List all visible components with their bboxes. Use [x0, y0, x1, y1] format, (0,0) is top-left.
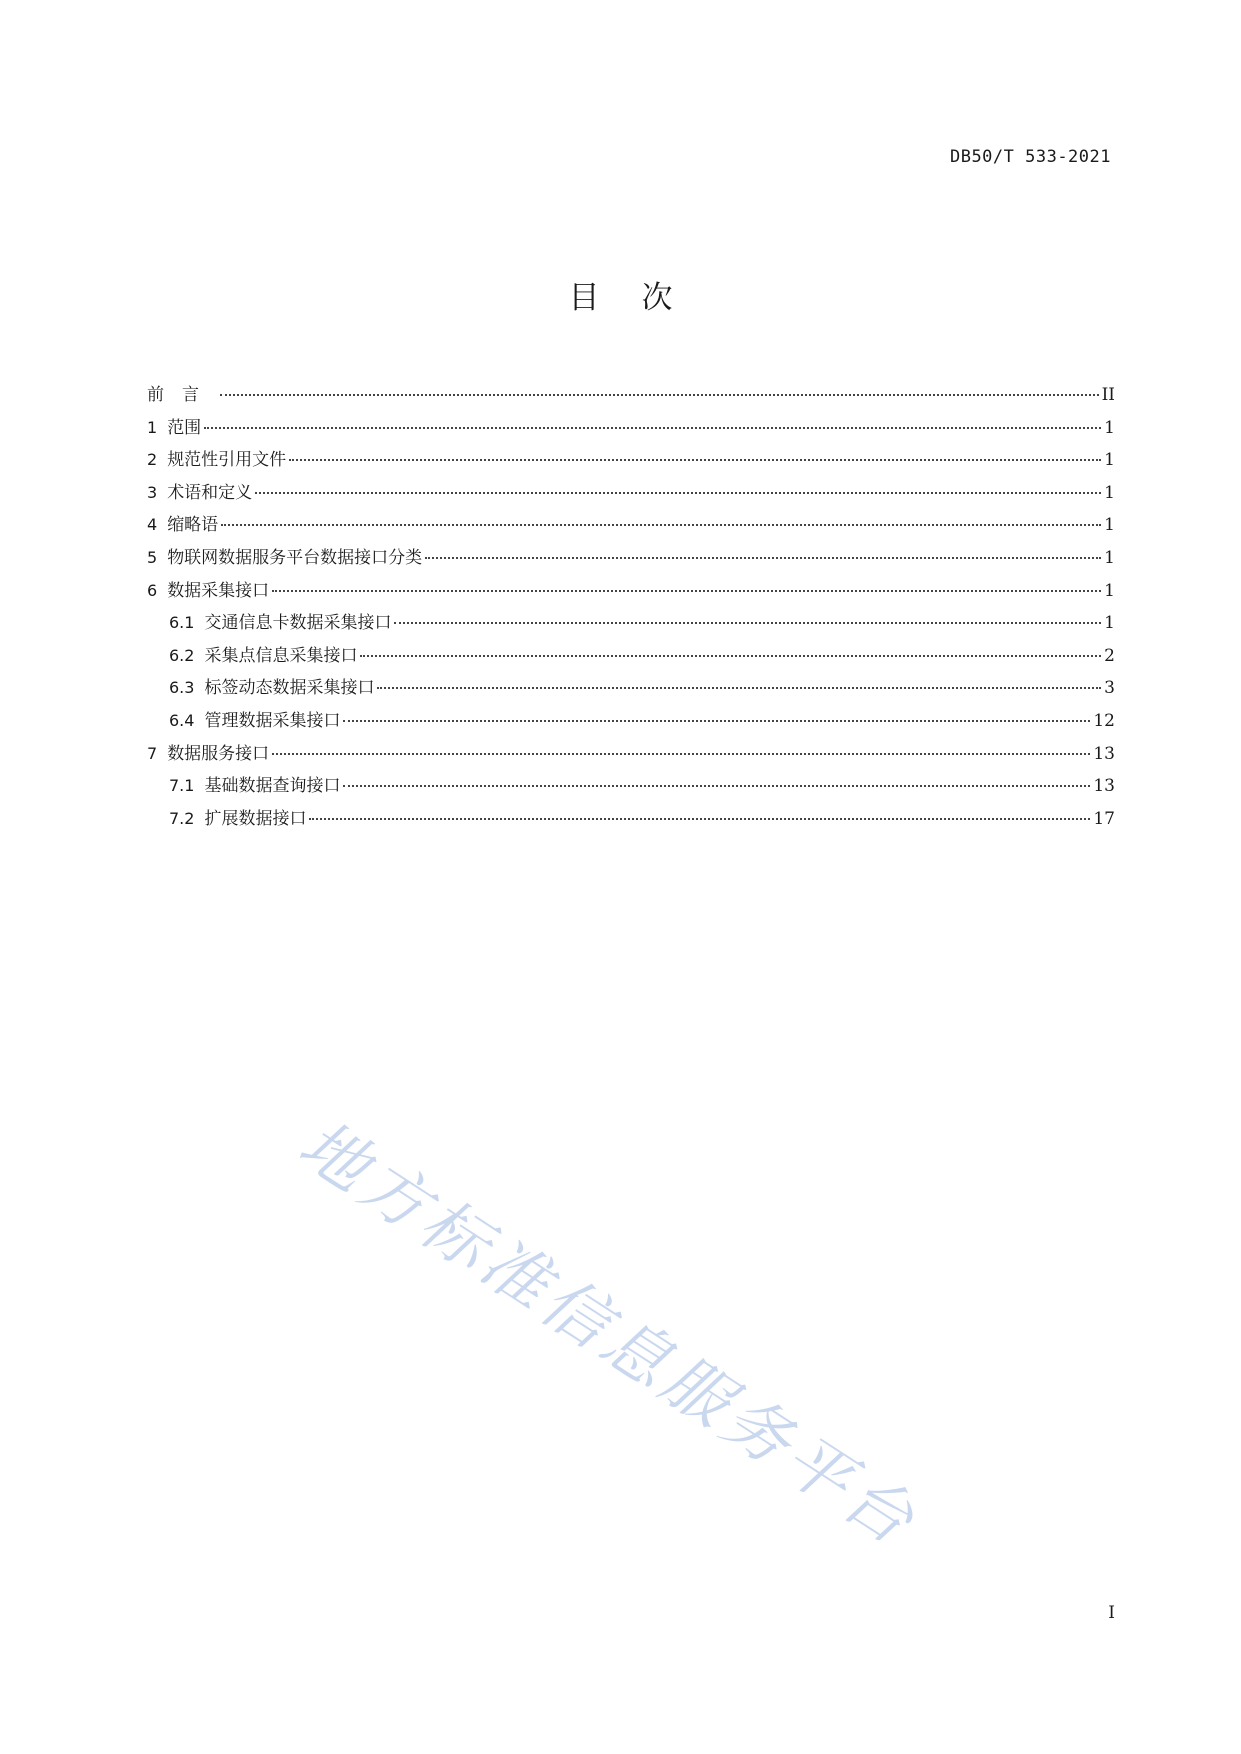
toc-entry[interactable]	[147, 672, 1115, 705]
toc-dot-leader	[272, 752, 1090, 755]
toc-entry-label: 缩略语	[167, 515, 219, 536]
toc-entry[interactable]	[147, 477, 1115, 510]
toc-entry-label: 管理数据采集接口	[204, 710, 341, 731]
page-number: I	[1108, 1603, 1115, 1623]
toc-entry-page: 3	[1104, 678, 1115, 699]
toc-entry-page: 1	[1104, 450, 1115, 471]
toc-entry-page: 1	[1104, 580, 1115, 601]
toc-entry[interactable]	[147, 444, 1115, 477]
toc-entry-page: 1	[1104, 417, 1115, 438]
toc-entry-label: 范围	[167, 417, 202, 438]
toc-dot-leader	[309, 817, 1090, 820]
toc-entry[interactable]	[147, 770, 1115, 803]
toc-entry-page: 13	[1093, 743, 1115, 764]
toc-entry-number: 5	[147, 547, 158, 567]
watermark-text: 地方标准信息服务平台	[285, 1105, 932, 1562]
toc-entry-page: II	[1101, 385, 1115, 405]
toc-entry-page: 13	[1093, 776, 1115, 797]
toc-dot-leader	[425, 556, 1101, 559]
toc-entry-number: 6.3	[169, 678, 195, 698]
toc-entry[interactable]	[147, 379, 1115, 412]
toc-entry[interactable]	[147, 640, 1115, 673]
toc-entry[interactable]	[147, 607, 1115, 640]
toc-dot-leader	[272, 589, 1101, 592]
toc-dot-leader	[255, 491, 1101, 494]
toc-entry-page: 1	[1104, 482, 1115, 503]
toc-entry-label: 前言	[147, 385, 217, 405]
toc-entry-number: 4	[147, 515, 158, 535]
toc-entry-label: 采集点信息采集接口	[204, 645, 358, 666]
toc-entry-label: 术语和定义	[167, 482, 253, 503]
toc-entry-page: 1	[1104, 547, 1115, 568]
toc-entry-page: 17	[1093, 808, 1115, 829]
toc-entry-page: 1	[1104, 613, 1115, 634]
toc-dot-leader	[394, 621, 1101, 624]
table-of-contents	[147, 379, 1115, 835]
toc-dot-leader	[289, 458, 1101, 461]
toc-entry-page: 1	[1104, 515, 1115, 536]
toc-entry[interactable]	[147, 705, 1115, 738]
toc-dot-leader	[221, 523, 1101, 526]
toc-entry[interactable]	[147, 738, 1115, 771]
toc-entry-label: 标签动态数据采集接口	[204, 678, 375, 699]
toc-entry-number: 7.1	[169, 776, 195, 796]
toc-entry-label: 规范性引用文件	[167, 450, 287, 471]
page-title: 目次	[568, 280, 715, 316]
toc-entry[interactable]	[147, 803, 1115, 836]
toc-dot-leader	[343, 719, 1090, 722]
toc-dot-leader	[220, 393, 1099, 396]
toc-entry-page: 2	[1104, 645, 1115, 666]
toc-entry-number: 1	[147, 417, 158, 437]
toc-entry[interactable]	[147, 412, 1115, 445]
toc-entry-number: 6	[147, 580, 158, 600]
toc-entry-label: 物联网数据服务平台数据接口分类	[167, 547, 423, 568]
toc-entry-number: 7	[147, 743, 158, 763]
toc-entry-number: 6.4	[169, 710, 195, 730]
toc-entry-label: 数据服务接口	[167, 743, 270, 764]
toc-entry-page: 12	[1093, 710, 1115, 731]
toc-entry-number: 7.2	[169, 808, 195, 828]
toc-entry[interactable]	[147, 575, 1115, 608]
toc-entry[interactable]	[147, 509, 1115, 542]
document-code: DB50/T 533-2021	[949, 147, 1111, 167]
toc-dot-leader	[343, 784, 1090, 787]
toc-entry-number: 6.2	[169, 645, 195, 665]
toc-entry-label: 扩展数据接口	[204, 808, 307, 829]
toc-entry[interactable]	[147, 542, 1115, 575]
toc-entry-label: 基础数据查询接口	[204, 776, 341, 797]
toc-entry-number: 2	[147, 450, 158, 470]
toc-dot-leader	[360, 654, 1101, 657]
toc-entry-number: 6.1	[169, 613, 195, 633]
toc-entry-number: 3	[147, 482, 158, 502]
toc-entry-label: 交通信息卡数据采集接口	[204, 613, 392, 634]
toc-dot-leader	[377, 686, 1101, 689]
toc-dot-leader	[204, 426, 1101, 429]
toc-entry-label: 数据采集接口	[167, 580, 270, 601]
